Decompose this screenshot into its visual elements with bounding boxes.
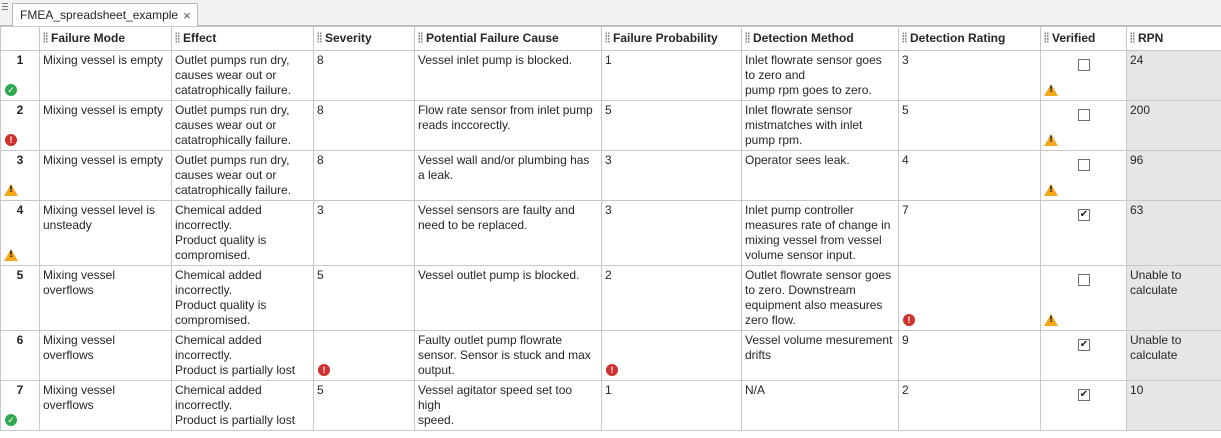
cell-severity-text: 3	[317, 203, 324, 217]
row-number	[1, 266, 40, 331]
cell-verified[interactable]	[1041, 151, 1127, 201]
verified-checkbox[interactable]: ✔	[1079, 339, 1089, 350]
cell-detection-method[interactable]	[742, 151, 899, 201]
cell-failure-probability[interactable]	[602, 266, 742, 331]
cell-failure-cause[interactable]	[415, 266, 602, 331]
row-number-text: 7	[16, 383, 24, 397]
drag-grip-icon[interactable]	[745, 32, 750, 43]
drag-grip-icon[interactable]	[1130, 32, 1135, 43]
cell-effect-text: Chemical added incorrectly. Product quality is compromised.	[175, 203, 267, 262]
cell-rpn[interactable]	[1127, 151, 1221, 201]
cell-detection-rating[interactable]	[899, 381, 1041, 431]
tab-title: FMEA_spreadsheet_example	[20, 8, 179, 22]
verified-checkbox[interactable]	[1078, 59, 1090, 71]
cell-effect[interactable]	[172, 101, 314, 151]
cell-effect-text: Outlet pumps run dry, causes wear out or catatrophically failure.	[175, 153, 292, 197]
row-number-text: 4	[16, 203, 24, 217]
cell-rpn-text: 200	[1130, 103, 1151, 117]
cell-verified[interactable]	[1041, 101, 1127, 151]
cell-severity[interactable]	[314, 266, 415, 331]
table-row[interactable]	[1, 51, 1221, 101]
cell-detection-rating-text: 3	[902, 53, 909, 67]
cell-detection-method[interactable]	[742, 201, 899, 266]
row-number	[1, 381, 40, 431]
cell-severity-text: 8	[317, 153, 324, 167]
header-verified[interactable]: Verified	[1041, 27, 1127, 51]
cell-effect-text: Chemical added incorrectly. Product is partially lost	[175, 333, 296, 377]
cell-severity-text: 5	[317, 383, 324, 397]
error-circle-icon: !	[318, 364, 330, 376]
cell-effect[interactable]	[172, 266, 314, 331]
row-number-text: 3	[16, 153, 24, 167]
cell-failure-mode-text: Mixing vessel overflows	[43, 268, 116, 297]
cell-severity[interactable]	[314, 151, 415, 201]
cell-severity[interactable]	[314, 331, 415, 381]
header-rpn[interactable]: RPN	[1127, 27, 1221, 51]
cell-detection-method-text: Inlet flowrate sensor goes to zero and pump rpm goes to zero.	[745, 53, 882, 97]
cell-failure-probability-text: 2	[605, 268, 612, 282]
cell-failure-cause[interactable]	[415, 381, 602, 431]
header-detection-rating[interactable]: Detection Rating	[899, 27, 1041, 51]
cell-detection-rating-text: 4	[902, 153, 909, 167]
cell-detection-method[interactable]	[742, 381, 899, 431]
row-number	[1, 101, 40, 151]
cell-detection-method-text: N/A	[745, 383, 766, 397]
cell-failure-probability-text: 1	[605, 53, 612, 67]
cell-verified[interactable]	[1041, 266, 1127, 331]
cell-severity-text: 5	[317, 268, 324, 282]
drag-grip-icon[interactable]	[43, 32, 48, 43]
cell-effect[interactable]	[172, 201, 314, 266]
header-failure-mode[interactable]: Failure Mode	[40, 27, 172, 51]
row-number-text: 6	[16, 333, 24, 347]
warning-triangle-icon	[4, 249, 18, 261]
cell-failure-mode[interactable]	[40, 151, 172, 201]
cell-rpn-text: Unable to calculate	[1130, 333, 1182, 362]
cell-failure-mode[interactable]	[40, 51, 172, 101]
close-icon[interactable]: ×	[183, 7, 191, 23]
error-circle-icon: !	[903, 314, 915, 326]
verified-checkbox[interactable]: ✔	[1079, 209, 1089, 220]
cell-detection-rating[interactable]	[899, 101, 1041, 151]
verified-checkbox[interactable]	[1078, 159, 1090, 171]
cell-rpn[interactable]	[1127, 101, 1221, 151]
cell-rpn[interactable]	[1127, 331, 1221, 381]
cell-failure-probability[interactable]	[602, 201, 742, 266]
error-circle-icon: !	[5, 134, 17, 146]
cell-failure-mode[interactable]	[40, 266, 172, 331]
cell-failure-probability-text: 1	[605, 383, 612, 397]
row-number-text: 2	[16, 103, 24, 117]
cell-detection-rating-text: 9	[902, 333, 909, 347]
cell-rpn-text: 63	[1130, 203, 1144, 217]
cell-failure-mode-text: Mixing vessel is empty	[43, 153, 164, 167]
row-number	[1, 151, 40, 201]
cell-detection-method-text: Vessel volume mesurement drifts	[745, 333, 893, 362]
cell-failure-cause-text: Vessel wall and/or plumbing has a leak.	[418, 153, 590, 182]
header-effect[interactable]: Effect	[172, 27, 314, 51]
cell-failure-cause[interactable]	[415, 151, 602, 201]
cell-effect[interactable]	[172, 381, 314, 431]
row-number-text: 1	[16, 53, 24, 67]
error-circle-icon: !	[606, 364, 618, 376]
cell-failure-cause-text: Faulty outlet pump flowrate sensor. Sensor is stuck and max output.	[418, 333, 591, 377]
cell-failure-probability[interactable]	[602, 381, 742, 431]
drag-grip-icon[interactable]	[317, 32, 322, 43]
cell-failure-probability-text: 3	[605, 153, 612, 167]
header-severity[interactable]: Severity	[314, 27, 415, 51]
verified-checkbox[interactable]	[1078, 274, 1090, 286]
cell-detection-method[interactable]	[742, 101, 899, 151]
cell-effect-text: Chemical added incorrectly. Product is partially lost	[175, 383, 296, 427]
cell-detection-method[interactable]	[742, 266, 899, 331]
cell-detection-method-text: Inlet pump controller measures rate of change in mixing vessel from vessel volume sensor input.	[745, 203, 891, 262]
cell-failure-mode[interactable]	[40, 101, 172, 151]
cell-failure-probability-text: 5	[605, 103, 612, 117]
tab-menu-icon[interactable]	[2, 2, 10, 14]
verified-checkbox[interactable]	[1078, 109, 1090, 121]
cell-failure-mode[interactable]	[40, 381, 172, 431]
table-row[interactable]	[1, 381, 1221, 431]
table-row[interactable]	[1, 201, 1221, 266]
header-failure-probability[interactable]: Failure Probability	[602, 27, 742, 51]
table-row[interactable]	[1, 266, 1221, 331]
cell-rpn[interactable]	[1127, 381, 1221, 431]
cell-effect[interactable]	[172, 51, 314, 101]
cell-failure-mode-text: Mixing vessel overflows	[43, 333, 116, 362]
cell-failure-probability[interactable]	[602, 331, 742, 381]
cell-detection-rating[interactable]	[899, 266, 1041, 331]
cell-verified[interactable]	[1041, 51, 1127, 101]
row-number	[1, 331, 40, 381]
row-number	[1, 51, 40, 101]
header-potential-failure-cause[interactable]: Potential Failure Cause	[415, 27, 602, 51]
cell-failure-mode[interactable]	[40, 201, 172, 266]
cell-rpn-text: 10	[1130, 383, 1144, 397]
cell-rpn[interactable]	[1127, 51, 1221, 101]
cell-detection-rating-text: 7	[902, 203, 909, 217]
cell-verified[interactable]	[1041, 381, 1127, 431]
cell-failure-cause-text: Vessel agitator speed set too high speed.	[418, 383, 573, 427]
cell-detection-rating-text: 5	[902, 103, 909, 117]
cell-effect[interactable]	[172, 331, 314, 381]
tab-fmea-spreadsheet[interactable]	[12, 3, 198, 27]
cell-severity-text: 8	[317, 103, 324, 117]
cell-severity[interactable]	[314, 381, 415, 431]
row-number-text: 5	[16, 268, 24, 282]
verified-checkbox[interactable]: ✔	[1079, 389, 1089, 400]
cell-effect-text: Outlet pumps run dry, causes wear out or catatrophically failure.	[175, 103, 292, 147]
warning-triangle-icon	[1044, 314, 1058, 326]
cell-verified[interactable]	[1041, 331, 1127, 381]
warning-triangle-icon	[4, 184, 18, 196]
cell-failure-cause[interactable]	[415, 51, 602, 101]
cell-failure-cause[interactable]	[415, 331, 602, 381]
drag-grip-icon[interactable]	[605, 32, 610, 43]
cell-detection-rating[interactable]	[899, 51, 1041, 101]
cell-failure-cause-text: Flow rate sensor from inlet pump reads inccorectly.	[418, 103, 593, 132]
cell-effect-text: Outlet pumps run dry, causes wear out or catatrophically failure.	[175, 53, 292, 97]
cell-effect[interactable]	[172, 151, 314, 201]
cell-failure-probability[interactable]	[602, 101, 742, 151]
cell-detection-rating[interactable]	[899, 201, 1041, 266]
drag-grip-icon[interactable]	[418, 32, 423, 43]
warning-triangle-icon	[1044, 184, 1058, 196]
cell-detection-method-text: Operator sees leak.	[745, 153, 850, 167]
drag-grip-icon[interactable]	[1044, 32, 1049, 43]
cell-failure-probability[interactable]	[602, 51, 742, 101]
cell-failure-cause[interactable]	[415, 101, 602, 151]
drag-grip-icon[interactable]	[902, 32, 907, 43]
cell-verified[interactable]	[1041, 201, 1127, 266]
cell-severity[interactable]	[314, 101, 415, 151]
warning-triangle-icon	[1044, 84, 1058, 96]
cell-failure-cause-text: Vessel inlet pump is blocked.	[418, 53, 573, 67]
cell-rpn[interactable]	[1127, 266, 1221, 331]
cell-effect-text: Chemical added incorrectly. Product quality is compromised.	[175, 268, 267, 327]
cell-failure-mode[interactable]	[40, 331, 172, 381]
cell-rpn-text: 24	[1130, 53, 1144, 67]
header-detection-method[interactable]: Detection Method	[742, 27, 899, 51]
tab-bar	[0, 0, 1221, 26]
cell-failure-mode-text: Mixing vessel level is unsteady	[43, 203, 156, 232]
cell-rpn-text: Unable to calculate	[1130, 268, 1182, 297]
warning-triangle-icon	[1044, 134, 1058, 146]
cell-severity[interactable]	[314, 51, 415, 101]
cell-detection-method-text: Outlet flowrate sensor goes to zero. Downstream equipment also measures zero flow.	[745, 268, 892, 327]
table-row[interactable]	[1, 101, 1221, 151]
fmea-table	[0, 26, 1221, 431]
row-number	[1, 201, 40, 266]
cell-failure-cause-text: Vessel outlet pump is blocked.	[418, 268, 580, 282]
header-row-number	[1, 27, 40, 51]
cell-severity[interactable]	[314, 201, 415, 266]
check-circle-icon: ✓	[5, 414, 17, 426]
header-row	[1, 27, 1221, 51]
cell-failure-probability-text: 3	[605, 203, 612, 217]
cell-failure-probability[interactable]	[602, 151, 742, 201]
cell-detection-method[interactable]	[742, 331, 899, 381]
table-row[interactable]	[1, 151, 1221, 201]
cell-failure-mode-text: Mixing vessel overflows	[43, 383, 116, 412]
cell-failure-cause-text: Vessel sensors are faulty and need to be replaced.	[418, 203, 575, 232]
cell-severity-text: 8	[317, 53, 324, 67]
drag-grip-icon[interactable]	[175, 32, 180, 43]
cell-detection-rating[interactable]	[899, 151, 1041, 201]
cell-failure-mode-text: Mixing vessel is empty	[43, 103, 164, 117]
cell-detection-method[interactable]	[742, 51, 899, 101]
cell-detection-method-text: Inlet flowrate sensor mistmatches with inlet pump rpm.	[745, 103, 863, 147]
cell-rpn-text: 96	[1130, 153, 1144, 167]
cell-failure-cause[interactable]	[415, 201, 602, 266]
cell-failure-mode-text: Mixing vessel is empty	[43, 53, 164, 67]
cell-detection-rating-text: 2	[902, 383, 909, 397]
check-circle-icon: ✓	[5, 84, 17, 96]
cell-rpn[interactable]	[1127, 201, 1221, 266]
table-row[interactable]	[1, 331, 1221, 381]
cell-detection-rating[interactable]	[899, 331, 1041, 381]
